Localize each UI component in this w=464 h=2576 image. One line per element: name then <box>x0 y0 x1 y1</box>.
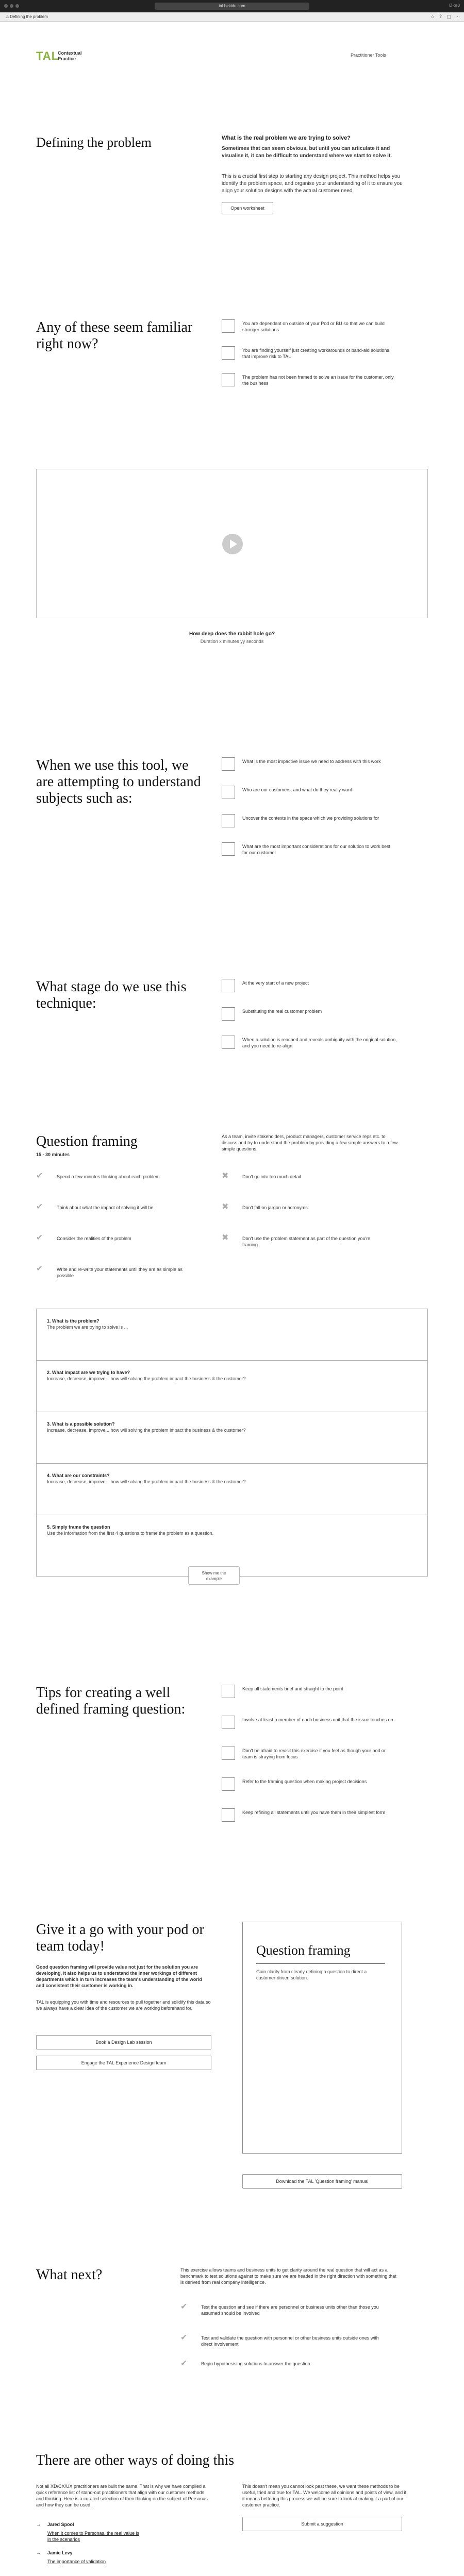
question-hint: Use the information from the first 4 questions to frame the problem as a question. <box>47 1531 214 1536</box>
question-hint: Increase, decrease, improve... how will solving the problem impact the business & the customer? <box>47 1428 246 1433</box>
practitioner-tools-link[interactable]: Practitioner Tools <box>351 53 386 58</box>
give-title: Give it a go with your pod or team today! <box>36 1922 204 1954</box>
intro-lead: Sometimes that can seem obvious, but until you can articulate it and visualise it, it can be difficult to understand where we start to solve it. <box>222 146 392 159</box>
tip-item-label: Involve at least a member of each business unit that the issue touches on <box>242 1717 393 1722</box>
maximize-window-icon[interactable] <box>15 4 19 8</box>
checkbox[interactable] <box>222 1007 235 1021</box>
framing-question[interactable] <box>37 1361 427 1412</box>
framing-duration: 15 - 30 minutes <box>36 1152 70 1157</box>
next-item: Begin hypothesising solutions to answer the question <box>201 2361 310 2366</box>
engage-xd-team-button[interactable]: Engage the TAL Experience Design team <box>36 2056 211 2070</box>
intro-body: This is a crucial first step to starting any design project. This method helps you identify the problem space, and organise your understanding of it to ensure you align your solution designs with the actual customer need. <box>222 174 403 194</box>
cross-icon: ✖ <box>222 1202 229 1211</box>
when-item-label: What is the most impactive issue we need to address with this work <box>242 759 381 764</box>
bookmark-icon[interactable]: ☆ <box>430 14 435 19</box>
arrow-icon: → <box>36 2550 41 2556</box>
logo-line-1: Contextual <box>58 50 82 56</box>
tips-title: Tips for creating a well defined framing question: <box>36 1685 186 1717</box>
play-icon[interactable] <box>222 534 243 554</box>
framing-questions <box>36 1309 428 1577</box>
familiar-title: Any of these seem familiar right now? <box>36 319 193 352</box>
tip-item-label: Keep all statements brief and straight to the point <box>242 1686 343 1691</box>
check-icon: ✔ <box>180 2333 188 2342</box>
logo-line-2: Practice <box>58 56 76 61</box>
checkbox[interactable] <box>222 814 235 827</box>
when-item-label: Who are our customers, and what do they really want <box>242 787 352 792</box>
do-item: Write and re-write your statements until they are as simple as possible <box>57 1267 183 1278</box>
intro-question: What is the real problem we are trying to solve? <box>222 135 351 141</box>
arrow-icon: → <box>36 2522 41 2528</box>
next-item: Test and validate the question with personnel or other business units outside ones with direct involvement <box>201 2335 379 2347</box>
browser-tab[interactable] <box>2 13 52 21</box>
checkbox[interactable] <box>222 979 235 992</box>
question-label: 5. Simply frame the question <box>47 1524 110 1530</box>
check-icon: ✔ <box>36 1172 43 1180</box>
manual-card-desc: Gain clarity from clearly defining a question to direct a customer-driven solution. <box>256 1969 367 1980</box>
do-item: Consider the realities of the problem <box>57 1236 131 1241</box>
framing-intro: As a team, invite stakeholders, product managers, customer service reps etc. to discuss and try to understand the problem by providing a few simple answers to a few simple questions. <box>222 1134 398 1151</box>
video-player[interactable] <box>36 469 428 618</box>
tip-item-label: Don't be afraid to revisit this exercise if you feel as though your pod or team is straying from focus <box>242 1748 386 1759</box>
question-hint: Increase, decrease, improve... how will solving the problem impact the business & the customer? <box>47 1479 246 1484</box>
do-item: Spend a few minutes thinking about each problem <box>57 1174 160 1179</box>
framing-question[interactable] <box>37 1309 427 1361</box>
show-example-line-2: example <box>206 1577 222 1581</box>
next-lead: This exercise allows teams and business units to get clarity around the real question that will act as a benchmark to test solutions against to make sure we are headed in the right direction with something that is derived from real company intelligence. <box>180 2267 396 2285</box>
tabs-icon[interactable]: ▢ <box>446 14 451 19</box>
when-title: When we use this tool, we are attempting to understand subjects such as: <box>36 757 201 806</box>
dont-item: Don't fall on jargon or acronyms <box>242 1205 308 1210</box>
logo-text <box>58 50 82 62</box>
familiar-item-label: You are dependant on outside of your Pod or BU so that we can build stronger solutions <box>242 321 385 332</box>
give-lead: Good question framing will provide value not just for the solution you are developing, it also helps us to understand the inner workings of different departments which in turn increases the team's understanding of the world and consistent their customer is working in. <box>36 1964 202 1988</box>
stage-item-label: Substituting the real customer problem <box>242 1009 322 1014</box>
other-right: This doesn't mean you cannot look past these, we want these methods to be useful, tried and true for TAL. We welcome all opinions and points of view, and if it means bettering this process we will be sure to look at making it a part of our customer practice. <box>242 2484 407 2507</box>
page-title: Defining the problem <box>36 135 152 150</box>
do-item: Think about what the impact of solving it will be <box>57 1205 154 1210</box>
divider <box>256 1963 385 1964</box>
next-item: Test the question and see if there are personnel or business units other than those you assumed should be involved <box>201 2304 379 2316</box>
share-icon[interactable]: ⇪ <box>438 14 443 19</box>
browser-tabbar <box>0 12 464 22</box>
framing-title: Question framing <box>36 1133 138 1149</box>
check-icon: ✔ <box>180 2302 188 2311</box>
when-item-label: Uncover the contexts in the space which we providing solutions for <box>242 816 379 821</box>
submit-suggestion-button[interactable]: Submit a suggestion <box>242 2517 402 2531</box>
framing-question[interactable] <box>37 1412 427 1464</box>
tip-item-label: Refer to the framing question when making project decisions <box>242 1779 367 1784</box>
stage-item-label: When a solution is reached and reveals ambiguity with the original solution, and you need to re-align <box>242 1037 397 1048</box>
question-hint: Increase, decrease, improve... how will solving the problem impact the business & the customer? <box>47 1376 246 1381</box>
manual-card <box>242 1922 402 2154</box>
question-hint: The problem we are trying to solve is ... <box>47 1325 128 1330</box>
other-title: There are other ways of doing this <box>36 2452 235 2468</box>
address-bar[interactable]: tal.bekidu.com <box>155 3 309 10</box>
checkbox[interactable] <box>222 346 235 360</box>
question-label: 4. What are our constraints? <box>47 1473 110 1478</box>
download-manual-button[interactable]: Download the TAL 'Question framing' manual <box>242 2174 402 2189</box>
more-icon[interactable]: ⋯ <box>455 14 460 19</box>
video-duration: Duration x minutes yy seconds <box>200 639 264 644</box>
show-example-line-1: Show me the <box>202 1571 226 1575</box>
tab-title: Defining the problem <box>10 14 48 19</box>
checkbox[interactable] <box>222 1777 235 1791</box>
framing-question[interactable] <box>37 1464 427 1515</box>
cross-icon: ✖ <box>222 1172 229 1180</box>
logo[interactable]: TAL <box>36 49 59 62</box>
when-item-label: What are the most important considerations for our solution to work best for our customer <box>242 844 391 855</box>
window-controls[interactable] <box>4 4 19 8</box>
ref-link[interactable]: in the scenarios <box>47 2537 80 2542</box>
question-label: 2. What impact are we trying to have? <box>47 1370 130 1375</box>
cross-icon: ✖ <box>222 1233 229 1242</box>
minimize-window-icon[interactable] <box>10 4 13 8</box>
ref-name: Jamie Levy <box>47 2550 73 2555</box>
ref-link[interactable]: When it comes to Personas, the real value is <box>47 2531 140 2536</box>
question-label: 1. What is the problem? <box>47 1318 100 1324</box>
ref-link[interactable]: The importance of validation <box>47 2559 106 2564</box>
next-title: What next? <box>36 2267 103 2283</box>
book-design-lab-button[interactable]: Book a Design Lab session <box>36 2035 211 2049</box>
video-caption: How deep does the rabbit hole go? <box>189 631 275 637</box>
checkbox[interactable] <box>222 757 235 771</box>
give-body: TAL is equipping you with time and resources to pull together and solidify this data so we always have a clear idea of the customer we are working beforehand for. <box>36 1999 211 2011</box>
tip-item-label: Keep refining all statements until you have them in their simplest form <box>242 1810 386 1815</box>
manual-card-title: Question framing <box>256 1943 351 1958</box>
browser-titlebar <box>0 0 464 12</box>
check-icon: ✔ <box>36 1233 43 1242</box>
question-label: 3. What is a possible solution? <box>47 1421 115 1427</box>
check-icon: ✔ <box>36 1264 43 1273</box>
checkbox[interactable] <box>222 842 235 856</box>
home-icon: ⌂ <box>6 14 9 19</box>
checkbox[interactable] <box>222 1747 235 1760</box>
stage-title: What stage do we use this technique: <box>36 979 187 1011</box>
stage-item-label: At the very start of a new project <box>242 980 309 986</box>
checkbox[interactable] <box>222 1685 235 1698</box>
dont-item: Don't use the problem statement as part of the question you're framing <box>242 1236 371 1247</box>
checkbox[interactable] <box>222 373 235 386</box>
close-window-icon[interactable] <box>4 4 8 8</box>
check-icon: ✔ <box>180 2359 188 2368</box>
checkbox[interactable] <box>222 786 235 799</box>
browser-menu[interactable]: Ð-œ3 <box>449 3 460 8</box>
familiar-item-label: The problem has not been framed to solve an issue for the customer, only the business <box>242 375 394 386</box>
ref-name: Jared Spool <box>47 2522 74 2527</box>
open-worksheet-button[interactable]: Open worksheet <box>222 202 273 214</box>
checkbox[interactable] <box>222 1808 235 1822</box>
check-icon: ✔ <box>36 1202 43 1211</box>
checkbox[interactable] <box>222 1716 235 1729</box>
checkbox[interactable] <box>222 319 235 333</box>
show-example-button[interactable] <box>188 1566 240 1585</box>
familiar-item-label: You are finding yourself just creating workarounds or band-aid solutions that improve risk to TAL <box>242 348 389 359</box>
dont-item: Don't go into too much detail <box>242 1174 301 1179</box>
other-left: Not all XD/CX/UX practitioners are built the same. That is why we have compiled a quick reference list of stand-out practitioners that align with our customer methods and thinking. Here is a curated selection of their thinking on the subject of Personas and how they can be used. <box>36 2484 208 2507</box>
checkbox[interactable] <box>222 1036 235 1049</box>
